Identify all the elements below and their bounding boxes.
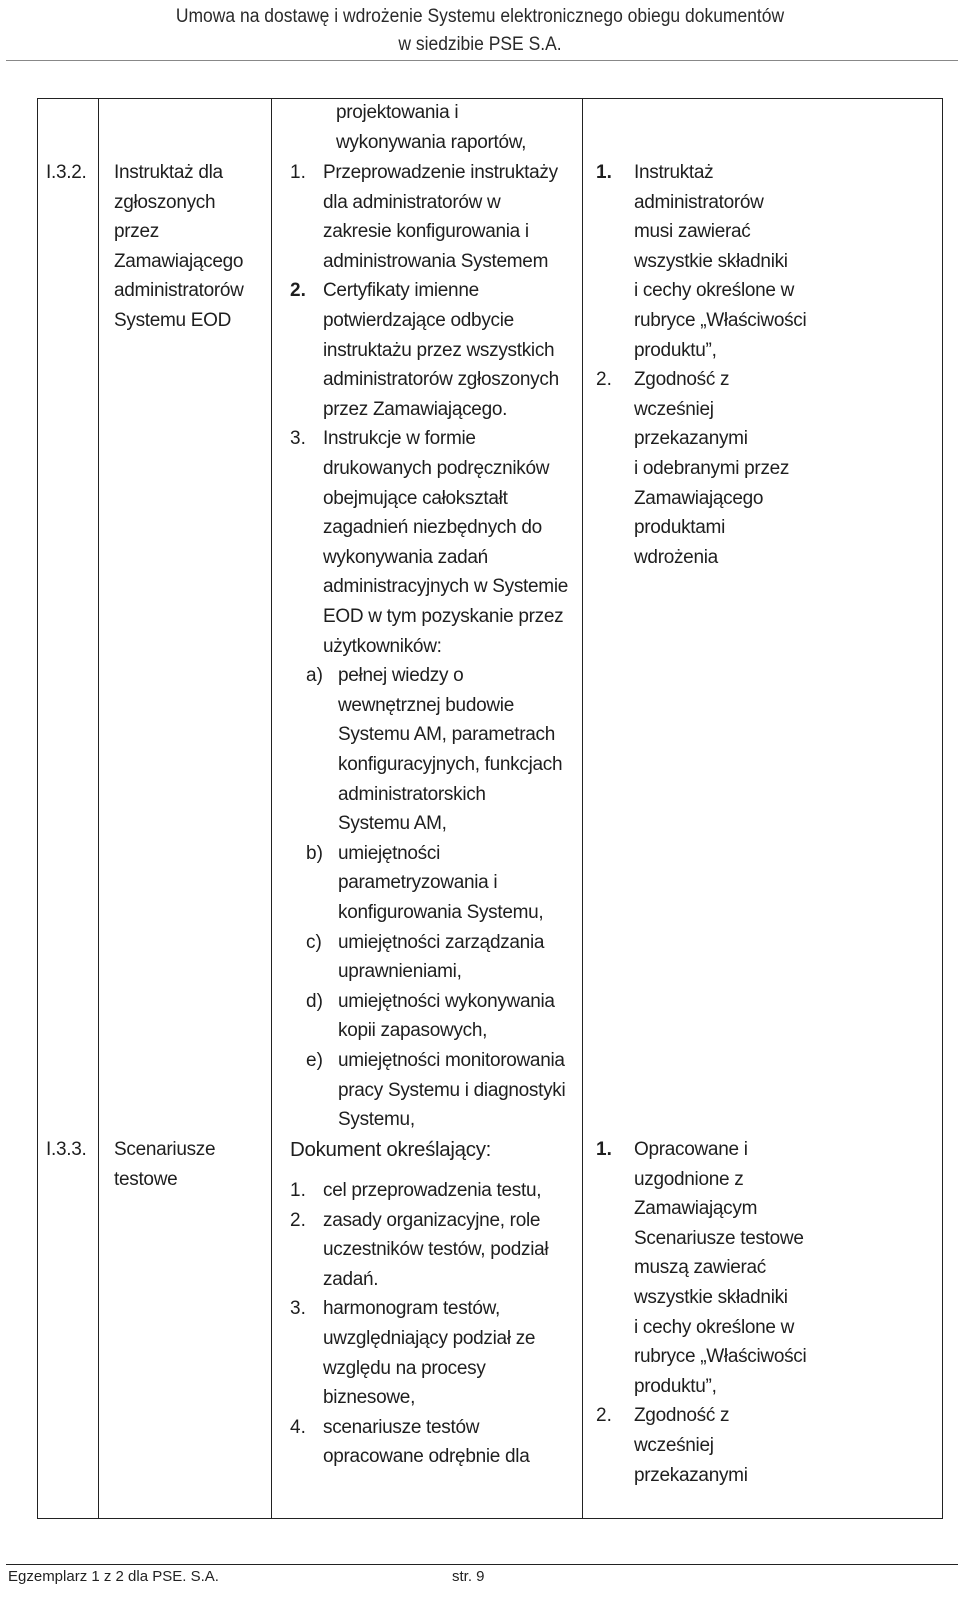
header-title-line-2: w siedzibie PSE S.A. xyxy=(398,34,562,55)
description-line: uczestników testów, podział xyxy=(323,1239,549,1261)
description-line: wykonywania zadań xyxy=(323,546,488,568)
criteria-line: produktu”, xyxy=(634,1375,717,1397)
criteria-line: Zgodność z xyxy=(634,1405,730,1427)
criteria-line: wcześniej xyxy=(634,398,714,420)
description-line: konfigurowania Systemu, xyxy=(338,902,544,923)
column-divider-3 xyxy=(582,99,583,1518)
description-line: użytkowników: xyxy=(323,635,442,657)
description-line: pracy Systemu i diagnostyki xyxy=(338,1079,566,1101)
description-line: scenariusze testów xyxy=(323,1416,480,1438)
description-line: wykonywania raportów, xyxy=(336,131,527,153)
criteria-line: Scenariusze testowe xyxy=(634,1227,804,1249)
row-name-line: testowe xyxy=(114,1168,178,1190)
criteria-item-number: 1. xyxy=(596,1139,612,1160)
criteria-line: administratorów xyxy=(634,191,764,213)
description-line: konfiguracyjnych, funkcjach xyxy=(338,754,563,775)
criteria-line: i odebranymi przez xyxy=(634,458,790,479)
description-line: obejmujące całokształt xyxy=(323,487,508,509)
description-line: przez Zamawiającego. xyxy=(323,398,508,420)
description-item-number: 2. xyxy=(290,280,306,302)
criteria-line: przekazanymi xyxy=(634,1464,748,1486)
description-line: Instrukcje w formie xyxy=(323,428,476,450)
description-line: zadań. xyxy=(323,1268,379,1290)
description-item-number: 4. xyxy=(290,1416,306,1438)
footer-divider xyxy=(6,1564,958,1565)
description-subitem-label: c) xyxy=(306,931,322,953)
criteria-item-number: 2. xyxy=(596,369,612,391)
criteria-line: produktami xyxy=(634,517,725,539)
criteria-line: przekazanymi xyxy=(634,428,748,450)
criteria-line: produktu”, xyxy=(634,339,717,361)
header-title-line-1: Umowa na dostawę i wdrożenie Systemu elektronicznego obiegu dokumentów xyxy=(175,6,785,27)
description-line: harmonogram testów, xyxy=(323,1298,500,1320)
row-name-line: Scenariusze xyxy=(114,1139,216,1160)
criteria-line: musi zawierać xyxy=(634,221,751,243)
criteria-line: wszystkie składniki xyxy=(634,1287,788,1308)
row-name-line: przez xyxy=(114,221,159,243)
row-name-line: Zamawiającego xyxy=(114,250,244,272)
description-line: dla administratorów w xyxy=(323,191,501,213)
criteria-line: rubryce „Właściwości xyxy=(634,310,807,331)
description-line: zasady organizacyjne, role xyxy=(323,1209,541,1231)
description-line: umiejętności monitorowania xyxy=(338,1050,565,1071)
column-divider-2 xyxy=(271,99,272,1518)
header-divider xyxy=(6,60,958,61)
description-line: Systemu AM, xyxy=(338,813,447,835)
description-item-number: 1. xyxy=(290,1180,306,1201)
description-line: EOD w tym pozyskanie przez xyxy=(323,606,564,627)
criteria-item-number: 1. xyxy=(596,162,612,183)
description-line: zagadnień niezbędnych do xyxy=(323,517,542,539)
description-line: wewnętrznej budowie xyxy=(338,694,514,716)
description-item-number: 3. xyxy=(290,428,306,450)
description-line: biznesowe, xyxy=(323,1387,416,1409)
row-name-line: administratorów xyxy=(114,280,244,302)
description-line: Certyfikaty imienne xyxy=(323,280,479,302)
criteria-line: muszą zawierać xyxy=(634,1257,767,1279)
criteria-line: Zamawiającym xyxy=(634,1198,758,1220)
description-line: potwierdzające odbycie xyxy=(323,310,514,331)
row-name-line: zgłoszonych xyxy=(114,191,216,213)
description-line: projektowania i xyxy=(336,102,459,123)
description-line: instruktażu przez wszystkich xyxy=(323,339,555,361)
description-line: względu na procesy xyxy=(323,1357,486,1379)
page-number: str. 9 xyxy=(452,1568,485,1585)
description-line: pełnej wiedzy o xyxy=(338,665,464,687)
criteria-line: i cechy określone w xyxy=(634,280,795,302)
description-line: parametryzowania i xyxy=(338,872,498,894)
row-name-line: Instruktaż dla xyxy=(114,162,223,183)
description-line: umiejętności wykonywania xyxy=(338,990,555,1012)
description-line: zakresie konfigurowania i xyxy=(323,221,529,243)
description-item-number: 1. xyxy=(290,162,306,183)
row-id: I.3.2. xyxy=(46,162,87,183)
description-line: cel przeprowadzenia testu, xyxy=(323,1180,542,1201)
description-line: administracyjnych w Systemie xyxy=(323,576,569,598)
criteria-line: wszystkie składniki xyxy=(634,250,788,272)
description-line: uwzględniający podział ze xyxy=(323,1328,536,1349)
description-item-number: 2. xyxy=(290,1209,306,1231)
description-line: opracowane odrębnie dla xyxy=(323,1446,530,1468)
description-subitem-label: a) xyxy=(306,665,323,687)
description-line: uprawnieniami, xyxy=(338,961,462,983)
criteria-item-number: 2. xyxy=(596,1405,612,1427)
description-line: drukowanych podręczników xyxy=(323,458,550,479)
description-subitem-label: e) xyxy=(306,1050,323,1071)
description-line: umiejętności zarządzania xyxy=(338,931,545,953)
description-item-number: 3. xyxy=(290,1298,306,1320)
description-subitem-label: b) xyxy=(306,842,323,864)
criteria-line: wdrożenia xyxy=(634,546,718,568)
description-line: Systemu AM, parametrach xyxy=(338,724,555,746)
criteria-line: Zgodność z xyxy=(634,369,730,391)
criteria-line: Instruktaż xyxy=(634,162,714,183)
description-line: administratorów zgłoszonych xyxy=(323,369,559,391)
criteria-line: wcześniej xyxy=(634,1435,714,1456)
criteria-line: i cechy określone w xyxy=(634,1316,795,1338)
criteria-line: Opracowane i xyxy=(634,1139,748,1160)
description-heading: Dokument określający: xyxy=(290,1138,492,1161)
column-divider-1 xyxy=(98,99,99,1518)
criteria-line: Zamawiającego xyxy=(634,487,764,509)
row-name-line: Systemu EOD xyxy=(114,310,232,331)
description-line: administratorskich xyxy=(338,783,486,805)
copy-number: Egzemplarz 1 z 2 dla PSE. S.A. xyxy=(8,1568,219,1585)
row-id: I.3.3. xyxy=(46,1139,87,1160)
description-line: umiejętności xyxy=(338,842,441,864)
criteria-line: rubryce „Właściwości xyxy=(634,1346,807,1368)
description-line: kopii zapasowych, xyxy=(338,1020,488,1042)
description-line: Przeprowadzenie instruktaży xyxy=(323,162,558,183)
description-line: Systemu, xyxy=(338,1109,415,1131)
criteria-line: uzgodnione z xyxy=(634,1168,744,1190)
description-subitem-label: d) xyxy=(306,990,323,1012)
description-line: administrowania Systemem xyxy=(323,250,549,272)
